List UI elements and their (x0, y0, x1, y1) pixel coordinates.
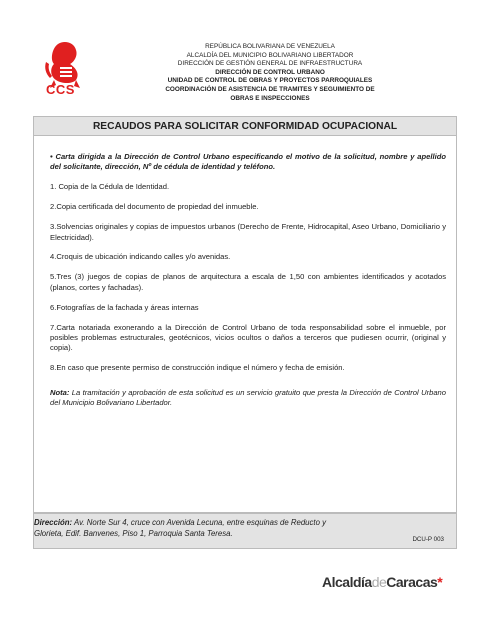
form-code: DCU-P 003 (412, 536, 444, 543)
document-title: RECAUDOS PARA SOLICITAR CONFORMIDAD OCUPACIONAL (33, 116, 457, 136)
logo-text: CCS (46, 82, 75, 97)
address-label: Dirección: (34, 518, 73, 527)
note-label: Nota: (50, 387, 70, 397)
address (34, 518, 354, 539)
list-item: 6.Fotografías de la fachada y áreas internas (50, 302, 199, 312)
document-header (140, 43, 400, 103)
alcaldia-brand-logo: AlcaldíadeCaracas* (322, 574, 443, 590)
note (50, 388, 446, 409)
intro-text: • Carta dirigida a la Dirección de Control Urbano especificando el motivo de la solicitud, nombre y apellido del solicitante, dirección, Nº de cédula de identidad y teléfono. (50, 152, 446, 172)
header-line: REPÚBLICA BOLIVARIANA DE VENEZUELA (205, 43, 335, 50)
note-text: La tramitación y aprobación de esta solicitud es un servicio gratuito que presta la Dirección de Control Urbano del Municipio Bolivariano Libertador. (50, 387, 446, 408)
list-item: 8.En caso que presente permiso de construcción indique el número y fecha de emisión. (50, 363, 345, 373)
list-item: 4.Croquis de ubicación indicando calles y/o avenidas. (50, 252, 231, 262)
requirements-list (50, 152, 446, 418)
header-line-bold: OBRAS E INSPECCIONES (230, 94, 310, 102)
address-footer (33, 513, 457, 549)
list-item: 3.Solvencias originales y copias de impuestos urbanos (Derecho de Frente, Hidrocapital, Aseo Urbano, Domiciliario y Electricidad). (50, 222, 446, 242)
header-line-bold: DIRECCIÓN DE CONTROL URBANO (215, 68, 325, 76)
list-item: 1. Copia de la Cédula de Identidad. (50, 182, 170, 192)
header-line: ALCALDÍA DEL MUNICIPIO BOLIVARIANO LIBERTADOR (186, 51, 354, 59)
header-line-bold: UNIDAD DE CONTROL DE OBRAS Y PROYECTOS PARROQUIALES (167, 77, 373, 85)
list-item: 2.Copia certificada del documento de propiedad del inmueble. (50, 202, 259, 212)
header-line: DIRECCIÓN DE GESTIÓN GENERAL DE INFRAESTRUCTURA (177, 60, 363, 68)
ccs-lion-logo (40, 40, 92, 110)
address-text: Av. Norte Sur 4, cruce con Avenida Lecuna, entre esquinas de Reducto y Glorieta, Edif. Banvenes, Piso 1, Parroquia Santa Teresa. (34, 518, 326, 538)
list-item: 7.Carta notariada exonerando a la Dirección de Control Urbano de toda responsabilidad sobre el inmueble, por posibles problemas estructurales, geotécnicos, vicios ocultos o daños a terceros que pudiesen ocurrir, (original y copia). (50, 322, 446, 353)
list-item: 5.Tres (3) juegos de copias de planos de arquitectura a escala de 1,50 con ambientes identificados y acotados (planos, cortes y fachadas). (50, 272, 446, 292)
header-line-bold: COORDINACIÓN DE ASISTENCIA DE TRAMITES Y SEGUIMIENTO DE (165, 85, 375, 93)
